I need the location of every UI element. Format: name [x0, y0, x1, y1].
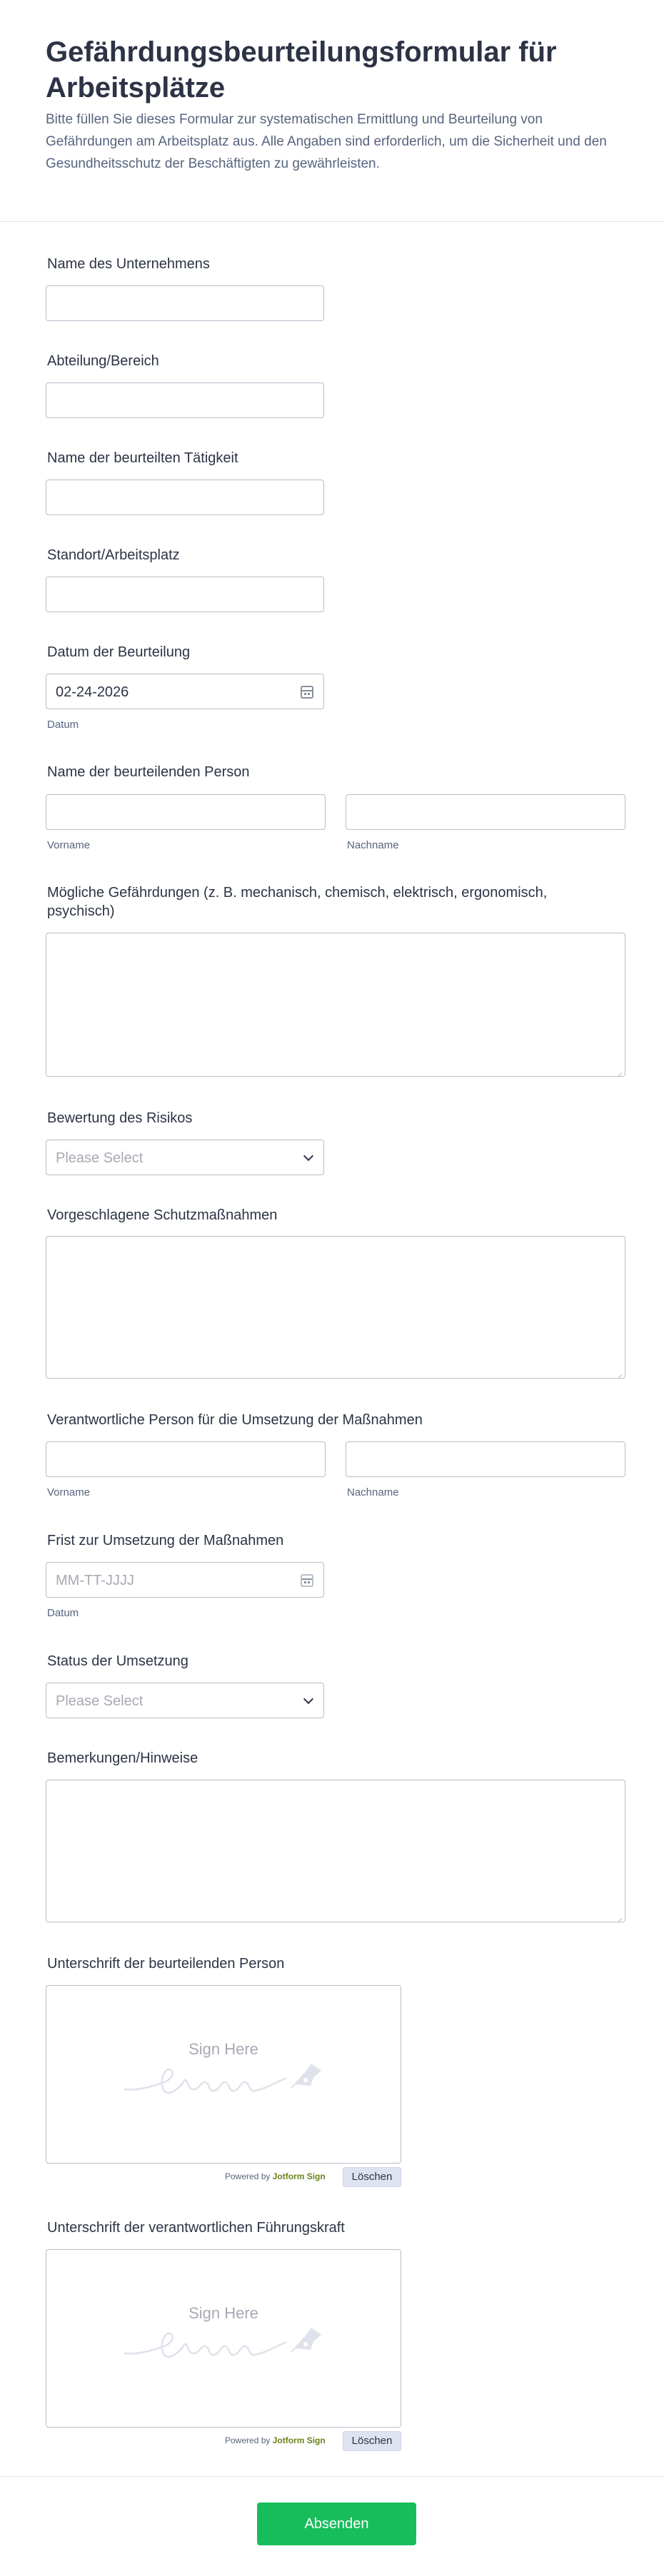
first-name-sublabel: Vorname — [47, 839, 91, 851]
hazards-textarea[interactable] — [46, 933, 625, 1077]
activity-label: Name der beurteilten Tätigkeit — [47, 450, 238, 466]
resize-handle-icon[interactable] — [616, 1913, 622, 1919]
location-input[interactable] — [46, 577, 324, 612]
status-label: Status der Umsetzung — [47, 1653, 188, 1669]
risk-label: Bewertung des Risikos — [47, 1110, 193, 1126]
department-input[interactable] — [46, 382, 324, 418]
signature-scribble-icon — [121, 2318, 328, 2368]
company-input[interactable] — [46, 285, 324, 321]
date-value: 02-24-2026 — [56, 684, 129, 700]
form-header — [46, 34, 624, 175]
assessor-label: Name der beurteilenden Person — [47, 764, 250, 780]
remarks-textarea[interactable] — [46, 1780, 625, 1922]
deadline-placeholder: MM-TT-JJJJ — [56, 1573, 134, 1588]
footer-divider — [0, 2476, 664, 2477]
deadline-label: Frist zur Umsetzung der Maßnahmen — [47, 1533, 284, 1548]
measures-label: Vorgeschlagene Schutzmaßnahmen — [47, 1207, 278, 1223]
resize-handle-icon[interactable] — [616, 1369, 622, 1375]
deadline-input[interactable] — [46, 1562, 324, 1598]
deadline-sublabel: Datum — [47, 1607, 79, 1619]
signature1-clear-button[interactable]: Löschen — [343, 2167, 401, 2187]
signature2-label: Unterschrift der verantwortlichen Führungskraft — [47, 2220, 345, 2236]
date-label: Datum der Beurteilung — [47, 644, 191, 660]
submit-button[interactable]: Absenden — [257, 2503, 416, 2545]
measures-textarea[interactable] — [46, 1236, 625, 1379]
last-name-sublabel: Nachname — [347, 1486, 399, 1499]
powered-by-label: Powered by — [225, 2171, 271, 2181]
jotform-sign-brand: Jotform Sign — [272, 2435, 326, 2445]
first-name-sublabel: Vorname — [47, 1486, 91, 1499]
chevron-down-icon — [303, 1151, 313, 1161]
signature2-pad[interactable] — [46, 2249, 401, 2428]
powered-by-text — [225, 2171, 326, 2181]
sign-here-placeholder: Sign Here — [188, 2040, 258, 2058]
calendar-icon[interactable] — [301, 1574, 313, 1587]
powered-by-text — [225, 2435, 326, 2445]
sign-here-placeholder: Sign Here — [188, 2304, 258, 2322]
resize-handle-icon[interactable] — [616, 1068, 622, 1073]
responsible-first-name-input[interactable] — [46, 1441, 326, 1477]
calendar-icon[interactable] — [301, 686, 313, 699]
risk-select[interactable] — [46, 1140, 324, 1175]
chevron-down-icon — [303, 1694, 313, 1704]
responsible-label: Verantwortliche Person für die Umsetzung der Maßnahmen — [47, 1412, 423, 1428]
risk-select-placeholder: Please Select — [56, 1150, 144, 1166]
jotform-sign-brand: Jotform Sign — [272, 2171, 326, 2181]
department-label: Abteilung/Bereich — [47, 353, 159, 369]
powered-by-label: Powered by — [225, 2435, 271, 2445]
form-title: Gefährdungsbeurteilungsformular für Arbeitsplätze — [46, 36, 557, 103]
responsible-last-name-input[interactable] — [346, 1441, 625, 1477]
date-input[interactable] — [46, 674, 324, 709]
company-label: Name des Unternehmens — [47, 256, 210, 272]
date-sublabel: Datum — [47, 719, 79, 731]
location-label: Standort/Arbeitsplatz — [47, 547, 180, 563]
activity-input[interactable] — [46, 480, 324, 515]
header-divider — [0, 221, 664, 222]
status-select[interactable] — [46, 1683, 324, 1718]
signature2-clear-button[interactable]: Löschen — [343, 2431, 401, 2451]
signature1-label: Unterschrift der beurteilenden Person — [47, 1956, 285, 1972]
form-description: Bitte füllen Sie dieses Formular zur systematischen Ermittlung und Beurteilung von Gefährdungen am Arbeitsplatz aus. Alle Angaben sind erforderlich, um die Sicherheit und den Gesundheitsschutz der Beschäftigten zu gewährleisten. — [46, 112, 607, 171]
signature1-pad[interactable] — [46, 1985, 401, 2164]
hazards-label: Mögliche Gefährdungen (z. B. mechanisch, chemisch, elektrisch, ergonomisch, psychisch) — [47, 885, 548, 919]
signature-scribble-icon — [121, 2054, 328, 2104]
assessor-last-name-input[interactable] — [346, 794, 625, 830]
status-select-placeholder: Please Select — [56, 1693, 144, 1709]
remarks-label: Bemerkungen/Hinweise — [47, 1750, 198, 1766]
last-name-sublabel: Nachname — [347, 839, 399, 851]
assessor-first-name-input[interactable] — [46, 794, 326, 830]
